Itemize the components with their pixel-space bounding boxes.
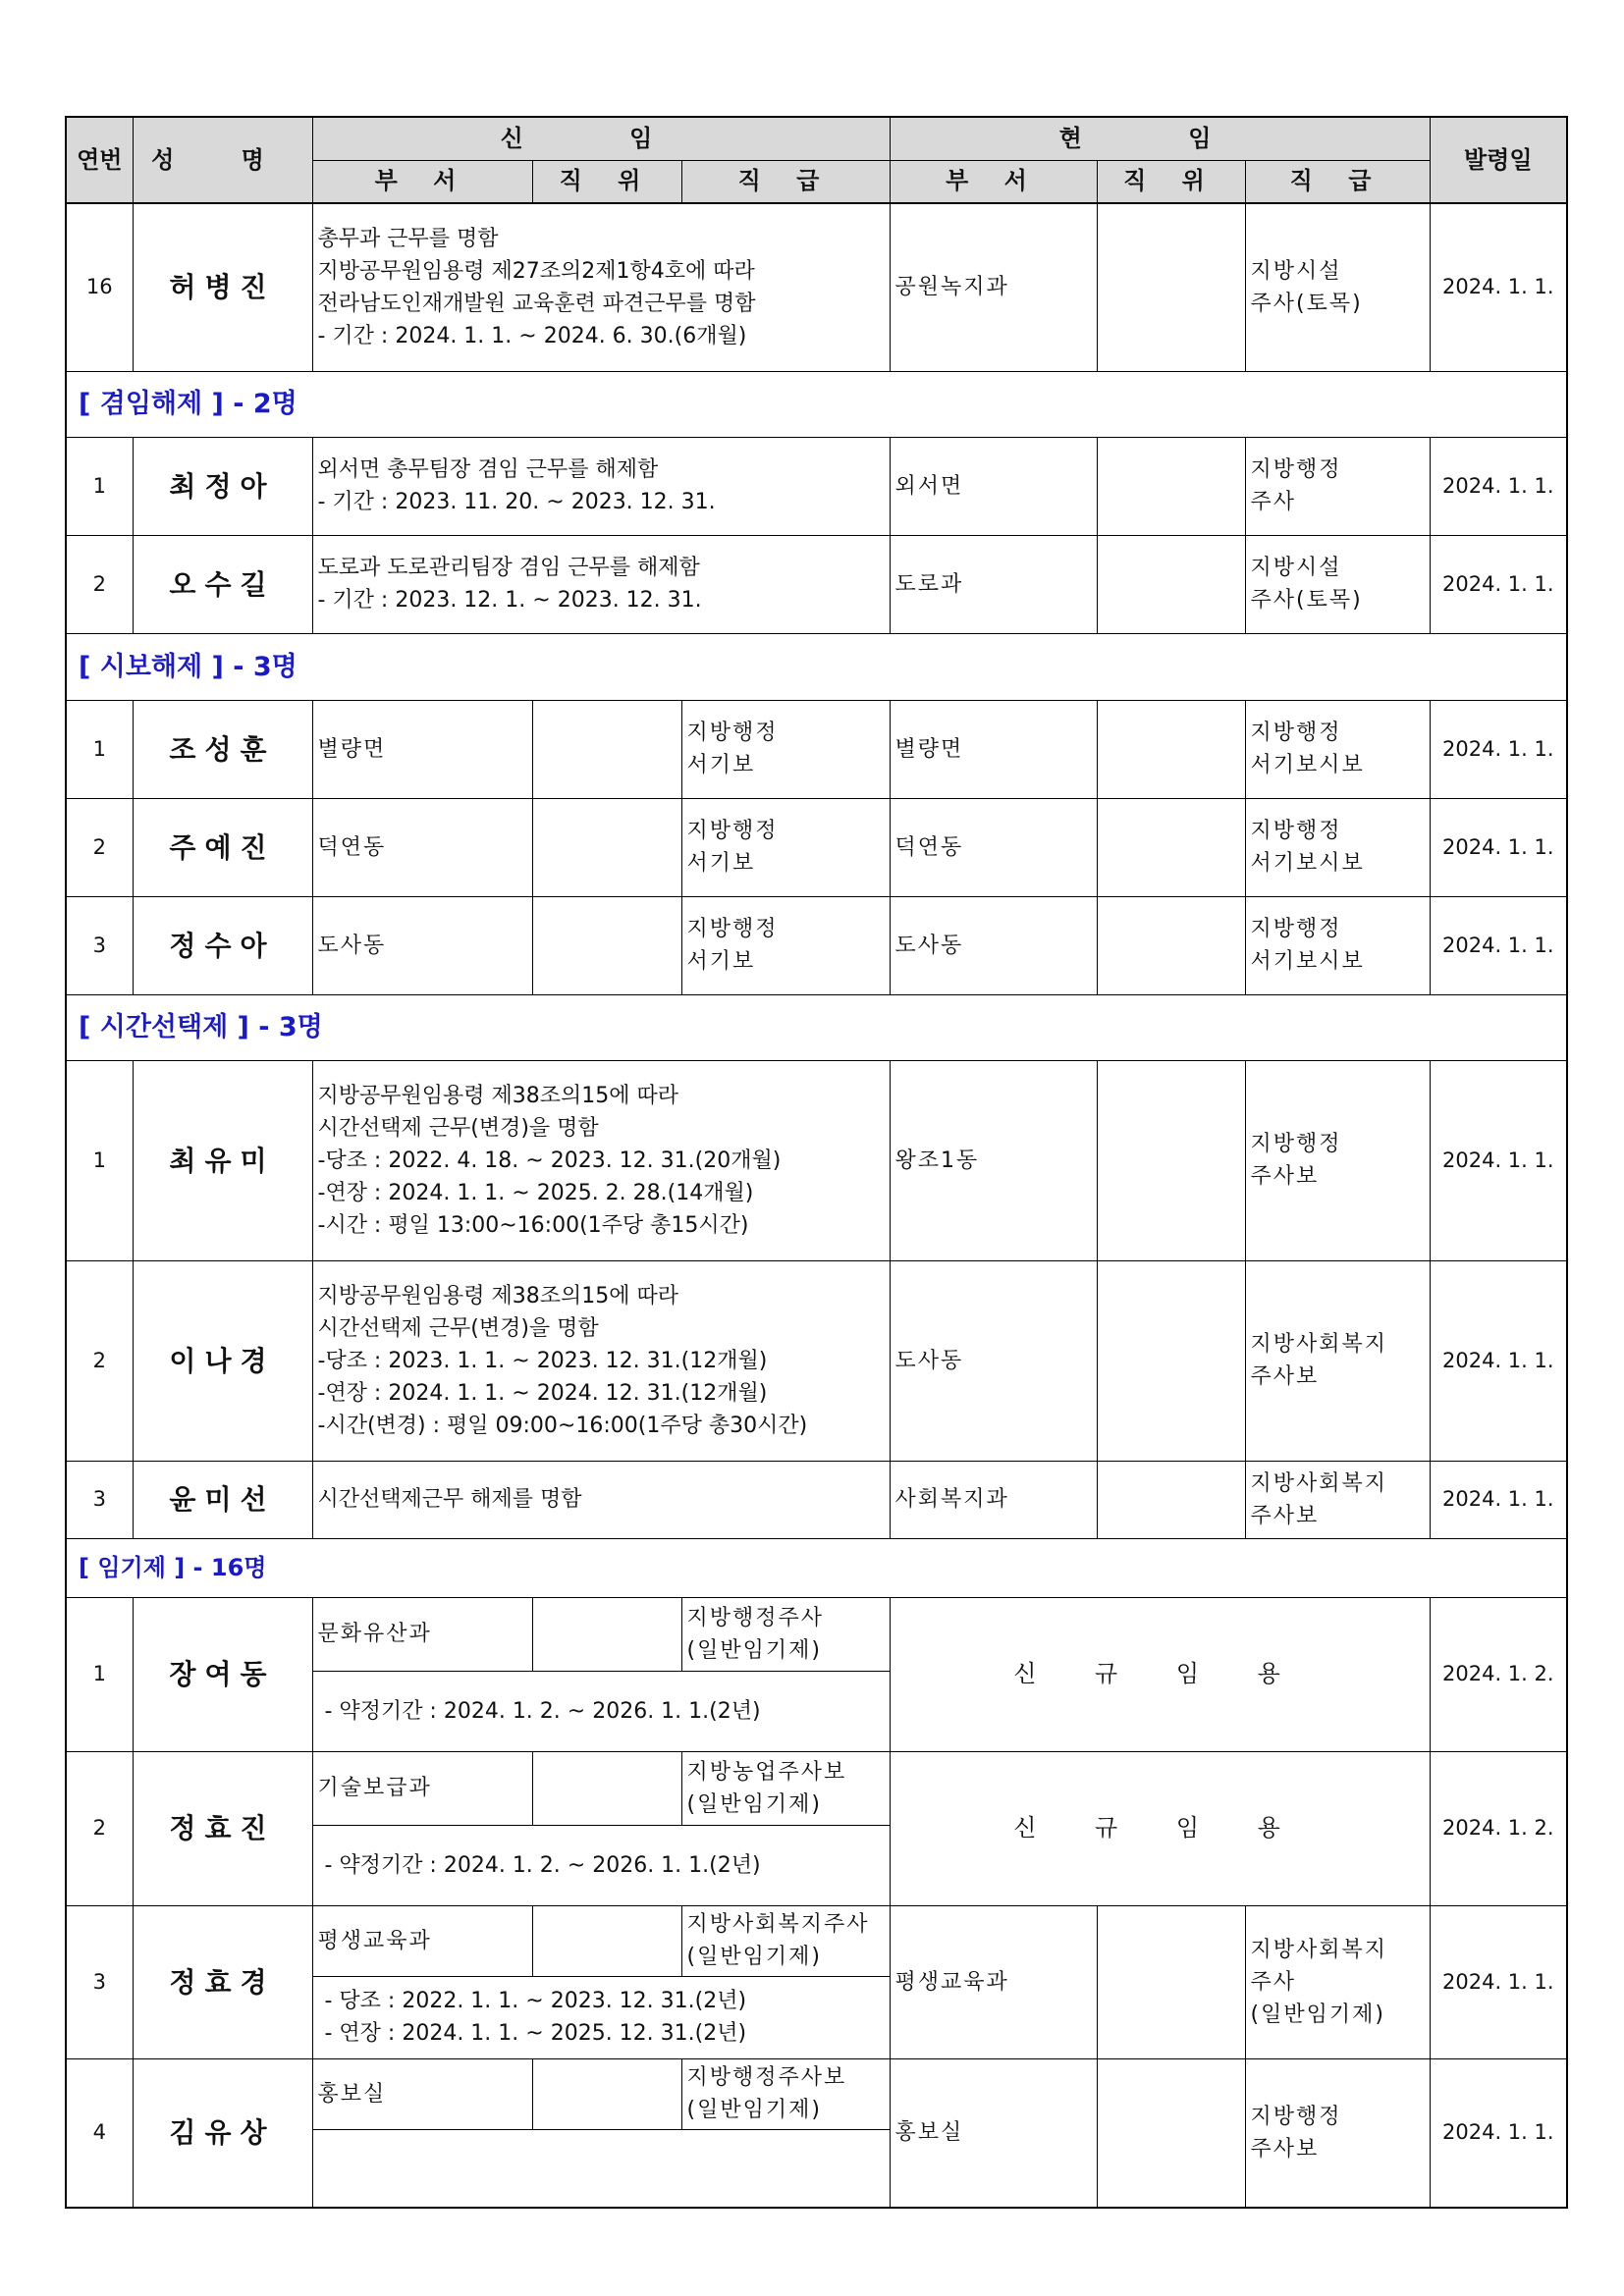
row-name: 정효경: [133, 1905, 312, 2058]
cur-dept: 공원녹지과: [890, 203, 1097, 371]
table-row: [66, 1260, 1567, 1461]
header-new: 신 임: [312, 117, 890, 160]
row-date: 2024. 1. 1.: [1430, 1461, 1567, 1538]
cur-pos: [1097, 1260, 1245, 1461]
row-name: 오수길: [133, 535, 312, 633]
row-name: 정수아: [133, 896, 312, 994]
row-date: 2024. 1. 1.: [1430, 798, 1567, 896]
header-no: 연번: [66, 117, 133, 203]
table-row: [66, 1060, 1567, 1260]
contract-period: [312, 2129, 890, 2208]
row-name: 주예진: [133, 798, 312, 896]
new-grade: 지방행정 서기보: [681, 896, 890, 994]
table-row: [66, 896, 1567, 994]
cur-grade: 지방시설 주사(토목): [1245, 535, 1430, 633]
row-date: 2024. 1. 1.: [1430, 2058, 1567, 2208]
new-dept: 평생교육과: [312, 1905, 532, 1976]
header-date: 발령일: [1430, 117, 1567, 203]
table-row: [66, 1597, 1567, 1671]
table-row: [66, 1461, 1567, 1538]
cur-grade: 지방사회복지 주사보: [1245, 1461, 1430, 1538]
new-dept: 도사동: [312, 896, 532, 994]
cur-pos: [1097, 798, 1245, 896]
new-pos: [532, 896, 681, 994]
new-grade: 지방농업주사보 (일반임기제): [681, 1751, 890, 1825]
cur-dept: 도사동: [890, 1260, 1097, 1461]
header-new-grade: 직 급: [681, 160, 890, 203]
cur-grade: 지방행정 주사보: [1245, 2058, 1430, 2208]
new-dept: 기술보급과: [312, 1751, 532, 1825]
contract-period: - 약정기간 : 2024. 1. 2. ~ 2026. 1. 1.(2년): [312, 1825, 890, 1905]
cur-dept: 외서면: [890, 437, 1097, 535]
new-dept: 홍보실: [312, 2058, 532, 2129]
cur-grade: 지방행정 주사보: [1245, 1060, 1430, 1260]
row-date: 2024. 1. 1.: [1430, 535, 1567, 633]
header-name: 성 명: [133, 117, 312, 203]
new-pos: [532, 1905, 681, 1976]
row-name: 윤미선: [133, 1461, 312, 1538]
header-cur-dept: 부 서: [890, 160, 1097, 203]
new-dept: 문화유산과: [312, 1597, 532, 1671]
new-grade: 지방행정 서기보: [681, 700, 890, 798]
cur-grade: 지방행정 서기보시보: [1245, 896, 1430, 994]
section-header: [ 시보해제 ] - 3명: [66, 633, 1567, 700]
row-name: 이나경: [133, 1260, 312, 1461]
section-header: [ 시간선택제 ] - 3명: [66, 994, 1567, 1060]
header-current: 현 임: [890, 117, 1430, 160]
cur-dept: 홍보실: [890, 2058, 1097, 2208]
row-date: 2024. 1. 1.: [1430, 700, 1567, 798]
row-no: 1: [66, 437, 133, 535]
cur-pos: [1097, 700, 1245, 798]
new-dept: 별량면: [312, 700, 532, 798]
contract-period: - 당조 : 2022. 1. 1. ~ 2023. 12. 31.(2년) - 연장 : 2024. 1. 1. ~ 2025. 12. 31.(2년): [312, 1976, 890, 2058]
row-no: 1: [66, 700, 133, 798]
row-no: 2: [66, 798, 133, 896]
new-pos: [532, 700, 681, 798]
cur-pos: [1097, 2058, 1245, 2208]
row-description: 지방공무원임용령 제38조의15에 따라 시간선택제 근무(변경)을 명함 -당조 : 2022. 4. 18. ~ 2023. 12. 31.(20개월) -연장 : 2024. 1. 1. ~ 2025. 2. 28.(14개월) -시간 : 평일 13:00~16:00(1주당 총15시간): [312, 1060, 890, 1260]
row-no: 3: [66, 1461, 133, 1538]
header-new-pos: 직 위: [532, 160, 681, 203]
new-grade: 지방행정주사 (일반임기제): [681, 1597, 890, 1671]
new-dept: 덕연동: [312, 798, 532, 896]
row-no: 3: [66, 1905, 133, 2058]
row-no: 1: [66, 1597, 133, 1751]
cur-pos: [1097, 1461, 1245, 1538]
row-date: 2024. 1. 1.: [1430, 1260, 1567, 1461]
cur-dept: 덕연동: [890, 798, 1097, 896]
header-new-dept: 부 서: [312, 160, 532, 203]
table-row: [66, 1751, 1567, 1825]
cur-grade: 지방사회복지 주사 (일반임기제): [1245, 1905, 1430, 2058]
row-description: 총무과 근무를 명함 지방공무원임용령 제27조의2제1항4호에 따라 전라남도인재개발원 교육훈련 파견근무를 명함 - 기간 : 2024. 1. 1. ~ 2024. 6. 30.(6개월): [312, 203, 890, 371]
section-header: [ 겸임해제 ] - 2명: [66, 371, 1567, 437]
cur-dept: 도사동: [890, 896, 1097, 994]
new-grade: 지방행정주사보 (일반임기제): [681, 2058, 890, 2129]
cur-grade: 지방행정 서기보시보: [1245, 798, 1430, 896]
row-no: 2: [66, 1751, 133, 1905]
cur-dept: 별량면: [890, 700, 1097, 798]
row-no: 3: [66, 896, 133, 994]
row-date: 2024. 1. 1.: [1430, 203, 1567, 371]
new-hire-label: 신 규 임 용: [890, 1597, 1430, 1751]
cur-dept: 왕조1동: [890, 1060, 1097, 1260]
table-row: [66, 203, 1567, 371]
section-header: [ 임기제 ] - 16명: [66, 1538, 1567, 1597]
row-no: 1: [66, 1060, 133, 1260]
table-row: [66, 1905, 1567, 1976]
row-name: 김유상: [133, 2058, 312, 2208]
cur-grade: 지방행정 서기보시보: [1245, 700, 1430, 798]
cur-grade: 지방사회복지 주사보: [1245, 1260, 1430, 1461]
table-row: [66, 798, 1567, 896]
row-name: 허병진: [133, 203, 312, 371]
row-description: 도로과 도로관리팀장 겸임 근무를 해제함 - 기간 : 2023. 12. 1. ~ 2023. 12. 31.: [312, 535, 890, 633]
new-grade: 지방행정 서기보: [681, 798, 890, 896]
cur-pos: [1097, 437, 1245, 535]
cur-grade: 지방행정 주사: [1245, 437, 1430, 535]
table-row: [66, 437, 1567, 535]
row-name: 최정아: [133, 437, 312, 535]
new-pos: [532, 2058, 681, 2129]
cur-pos: [1097, 1905, 1245, 2058]
new-pos: [532, 1751, 681, 1825]
contract-period: - 약정기간 : 2024. 1. 2. ~ 2026. 1. 1.(2년): [312, 1671, 890, 1751]
new-hire-label: 신 규 임 용: [890, 1751, 1430, 1905]
row-date: 2024. 1. 1.: [1430, 896, 1567, 994]
table-row: [66, 535, 1567, 633]
cur-dept: 사회복지과: [890, 1461, 1097, 1538]
row-date: 2024. 1. 2.: [1430, 1751, 1567, 1905]
row-no: 2: [66, 1260, 133, 1461]
new-pos: [532, 798, 681, 896]
row-date: 2024. 1. 1.: [1430, 1905, 1567, 2058]
row-no: 2: [66, 535, 133, 633]
row-name: 최유미: [133, 1060, 312, 1260]
new-grade: 지방사회복지주사 (일반임기제): [681, 1905, 890, 1976]
new-pos: [532, 1597, 681, 1671]
row-description: 시간선택제근무 해제를 명함: [312, 1461, 890, 1538]
row-name: 장여동: [133, 1597, 312, 1751]
personnel-table: [65, 116, 1568, 2209]
row-description: 지방공무원임용령 제38조의15에 따라 시간선택제 근무(변경)을 명함 -당조 : 2023. 1. 1. ~ 2023. 12. 31.(12개월) -연장 : 2024. 1. 1. ~ 2024. 12. 31.(12개월) -시간(변경) : 평일 09:00~16:00(1주당 총30시간): [312, 1260, 890, 1461]
row-date: 2024. 1. 2.: [1430, 1597, 1567, 1751]
table-row: [66, 700, 1567, 798]
cur-pos: [1097, 896, 1245, 994]
cur-pos: [1097, 203, 1245, 371]
row-no: 4: [66, 2058, 133, 2208]
cur-grade: 지방시설 주사(토목): [1245, 203, 1430, 371]
personnel-order-page: [65, 116, 1566, 2162]
row-description: 외서면 총무팀장 겸임 근무를 해제함 - 기간 : 2023. 11. 20. ~ 2023. 12. 31.: [312, 437, 890, 535]
cur-dept: 평생교육과: [890, 1905, 1097, 2058]
table-row: [66, 2058, 1567, 2129]
cur-dept: 도로과: [890, 535, 1097, 633]
row-date: 2024. 1. 1.: [1430, 1060, 1567, 1260]
row-name: 조성훈: [133, 700, 312, 798]
row-name: 정효진: [133, 1751, 312, 1905]
header-cur-pos: 직 위: [1097, 160, 1245, 203]
row-no: 16: [66, 203, 133, 371]
row-date: 2024. 1. 1.: [1430, 437, 1567, 535]
cur-pos: [1097, 1060, 1245, 1260]
header-cur-grade: 직 급: [1245, 160, 1430, 203]
cur-pos: [1097, 535, 1245, 633]
